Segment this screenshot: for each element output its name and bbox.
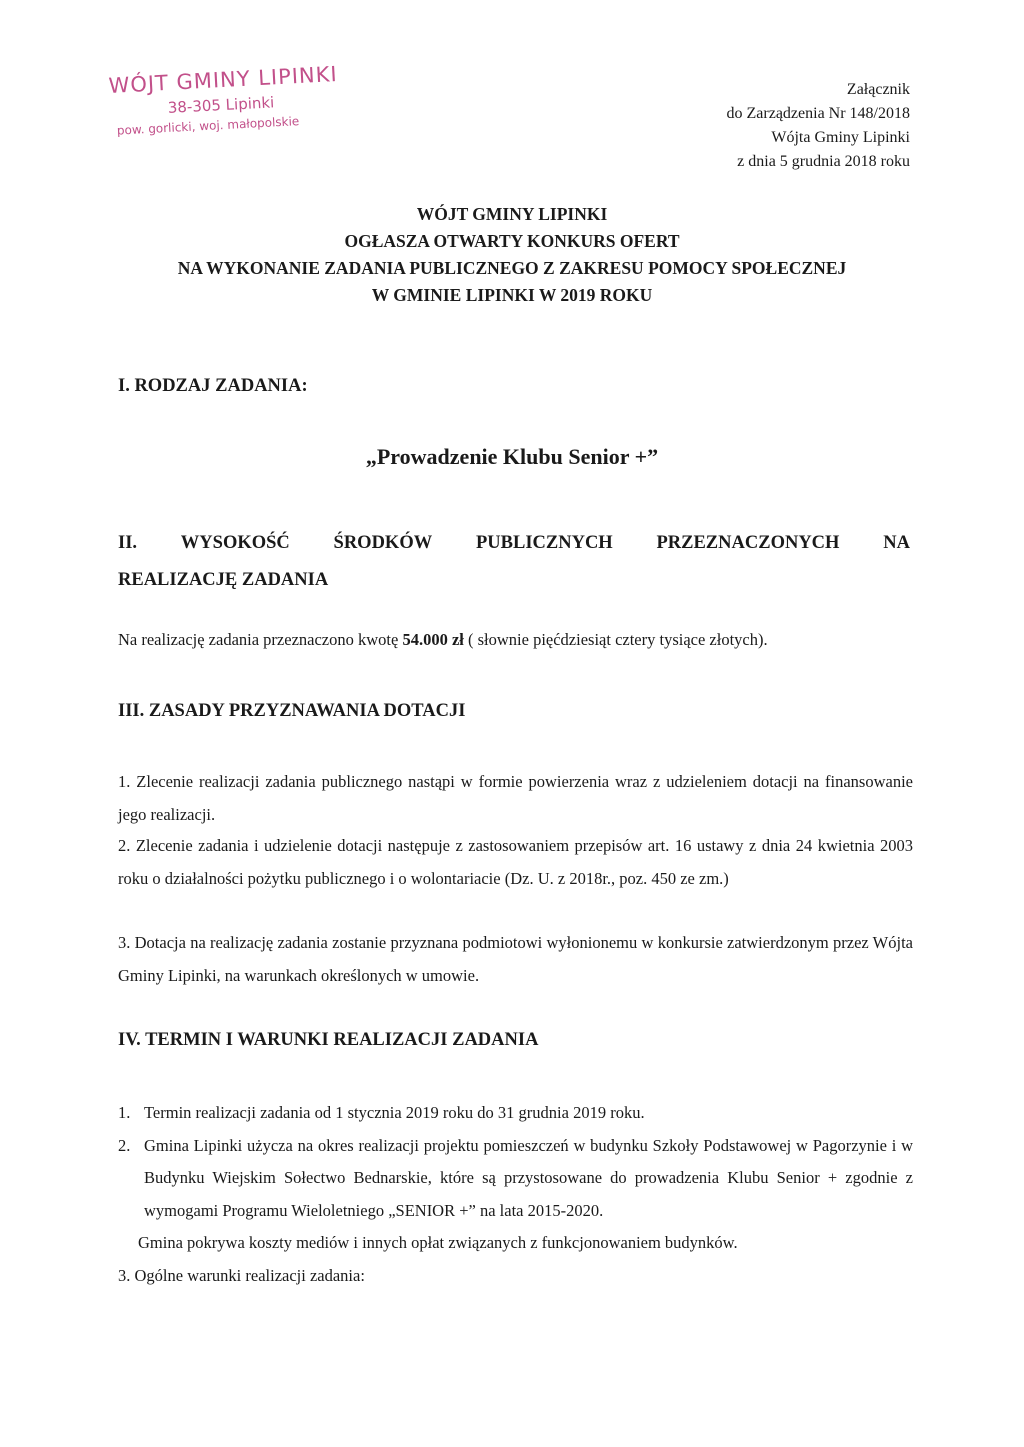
section-3-paragraph-3: 3. Dotacja na realizację zadania zostanie przyznana podmiotowi wyłonionemu w konkursie zatwierdzonym przez Wójta Gminy Lipinki, na warunkach określonych w umowie. (118, 933, 913, 985)
section-3-title: III. ZASADY PRZYZNAWANIA DOTACJI (118, 701, 466, 721)
task-name: „Prowadzenie Klubu Senior +” (365, 444, 659, 469)
section-2-word: II. (118, 533, 138, 553)
announcement-heading (0, 201, 1024, 309)
annex-line-3: Wójta Gminy Lipinki (771, 129, 910, 146)
list-item (118, 1130, 913, 1228)
list-item-number: 1. (118, 1103, 131, 1122)
official-stamp (108, 61, 351, 137)
section-2-word: PRZEZNACZONYCH (656, 533, 840, 553)
list-item-continuation: Gmina pokrywa koszty mediów i innych opłat związanych z funkcjonowaniem budynków. (138, 1233, 738, 1252)
section-3-paragraph-2: 2. Zlecenie zadania i udzielenie dotacji następuje z zastosowaniem przepisów art. 16 ustawy z dnia 24 kwietnia 2003 roku o działalności pożytku publicznego i o wolontariacie (Dz. U. z 2018r., poz. 450 ze zm.) (118, 836, 913, 888)
section-2-word: WYSOKOŚĆ (180, 533, 290, 553)
stamp-line-2: 38-305 Lipinki (167, 93, 275, 117)
section-4-title: IV. TERMIN I WARUNKI REALIZACJI ZADANIA (118, 1030, 539, 1050)
section-1-title: I. RODZAJ ZADANIA: (118, 376, 308, 396)
stamp-line-3: pow. gorlicki, woj. małopolskie (116, 114, 300, 138)
section-2-word: NA (883, 533, 910, 553)
section-3-paragraph-1: 1. Zlecenie realizacji zadania publicznego nastąpi w formie powierzenia wraz z udzieleniem dotacji na finansowanie jego realizacji. (118, 772, 913, 824)
funding-text-after: ( słownie pięćdziesiąt cztery tysiące złotych). (463, 630, 768, 649)
annex-line-4: z dnia 5 grudnia 2018 roku (737, 153, 910, 170)
list-item (118, 1097, 913, 1130)
list-item: 3. Ogólne warunki realizacji zadania: (118, 1265, 365, 1285)
heading-line-2: OGŁASZA OTWARTY KONKURS OFERT (344, 231, 680, 251)
list-item-number: 2. (118, 1135, 131, 1155)
funding-amount: 54.000 zł (402, 630, 464, 649)
list-item-text: Gmina Lipinki użycza na okres realizacji projektu pomieszczeń w budynku Szkoły Podstawowej w Pagorzynie i w Budynku Wiejskim Sołectwo Bednarskie, które są przystosowane do prowadzenia Klubu Senior + zgodnie z wymogami Programu Wieloletniego „SENIOR +” na lata 2015-2020. (144, 1135, 913, 1220)
heading-line-1: WÓJT GMINY LIPINKI (416, 204, 608, 224)
annex-line-1: Załącznik (846, 81, 910, 98)
heading-line-3: NA WYKONANIE ZADANIA PUBLICZNEGO Z ZAKRESU POMOCY SPOŁECZNEJ (177, 258, 847, 278)
list-item-text: Termin realizacji zadania od 1 stycznia 2019 roku do 31 grudnia 2019 roku. (144, 1103, 645, 1122)
annex-reference (727, 78, 910, 174)
section-2-title (118, 525, 910, 599)
annex-line-2: do Zarządzenia Nr 148/2018 (726, 105, 910, 122)
funding-text-before: Na realizację zadania przeznaczono kwotę (118, 630, 403, 649)
stamp-line-1: WÓJT GMINY LIPINKI (108, 62, 339, 98)
funding-paragraph (118, 630, 918, 650)
section-2-title-line-2: REALIZACJĘ ZADANIA (118, 570, 329, 590)
heading-line-4: W GMINIE LIPINKI W 2019 ROKU (371, 285, 653, 305)
section-4-list (118, 1097, 913, 1292)
section-2-word: PUBLICZNYCH (475, 533, 613, 553)
section-2-word: ŚRODKÓW (333, 533, 433, 553)
